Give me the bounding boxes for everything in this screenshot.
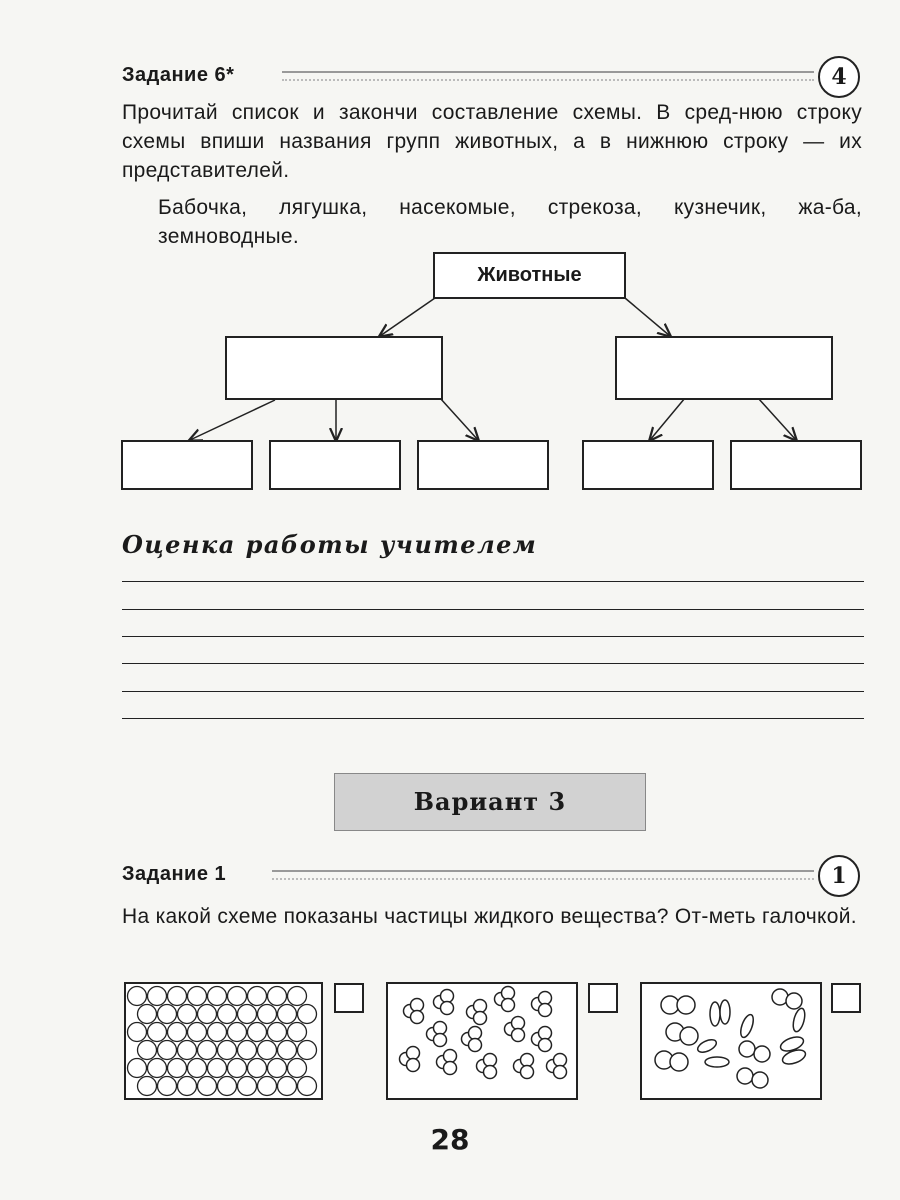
arrow-root-left	[380, 298, 435, 336]
solid-particle	[298, 1041, 317, 1060]
solid-particle	[218, 1005, 237, 1024]
solid-particle	[258, 1041, 277, 1060]
solid-particle	[128, 1059, 147, 1078]
solid-particle	[248, 1023, 267, 1042]
solid-particle	[178, 1041, 197, 1060]
solid-particle	[278, 1077, 297, 1096]
solid-particle	[128, 987, 147, 1006]
solid-particle	[198, 1077, 217, 1096]
solid-particle	[208, 1059, 227, 1078]
solid-particle	[288, 1059, 307, 1078]
solid-particle	[188, 1023, 207, 1042]
liquid-particle	[407, 1059, 420, 1072]
option-liquid-picture	[386, 982, 578, 1100]
option-solid-checkbox[interactable]	[334, 983, 364, 1013]
variant-banner	[334, 773, 646, 831]
solid-particle	[218, 1041, 237, 1060]
bottom-box-3[interactable]	[417, 440, 549, 490]
liquid-particle	[502, 987, 515, 1000]
arrow-left-3	[440, 398, 478, 440]
solid-particle	[148, 987, 167, 1006]
solid-particle	[268, 987, 287, 1006]
arrow-root-right	[625, 298, 670, 336]
liquid-particle	[539, 1027, 552, 1040]
liquid-particle	[484, 1054, 497, 1067]
solid-particle	[138, 1005, 157, 1024]
solid-particle	[238, 1005, 257, 1024]
solid-particle	[298, 1005, 317, 1024]
solid-particle	[228, 1059, 247, 1078]
task1-question: На какой схеме показаны частицы жидкого вещества? От-меть галочкой.	[122, 905, 857, 928]
solid-particle	[258, 1077, 277, 1096]
option-gas-picture	[640, 982, 822, 1100]
solid-particle	[168, 987, 187, 1006]
middle-box-right[interactable]	[615, 336, 833, 400]
liquid-particle	[502, 999, 515, 1012]
liquid-particle	[411, 1011, 424, 1024]
answer-line-5[interactable]	[122, 691, 864, 692]
scheme-root-box	[433, 252, 626, 299]
option-solid-picture	[124, 982, 323, 1100]
solid-particle	[198, 1041, 217, 1060]
arrow-right-2	[758, 398, 796, 440]
solid-particle	[178, 1077, 197, 1096]
solid-particle	[298, 1077, 317, 1096]
liquid-particle	[469, 1027, 482, 1040]
solid-particle	[288, 987, 307, 1006]
bottom-box-5[interactable]	[730, 440, 862, 490]
liquid-particle	[434, 1022, 447, 1035]
liquid-particle	[539, 1039, 552, 1052]
evaluation-heading: Оценка работы учителем	[122, 530, 538, 559]
liquid-particle	[539, 992, 552, 1005]
liquid-particle	[469, 1039, 482, 1052]
task6-word-list: Бабочка, лягушка, насекомые, стрекоза, кузнечик, жа-ба, земноводные.	[158, 196, 862, 248]
solid-particle	[188, 987, 207, 1006]
solid-particle	[248, 1059, 267, 1078]
arrow-left-1	[190, 400, 275, 440]
option-gas-checkbox[interactable]	[831, 983, 861, 1013]
solid-particle	[278, 1005, 297, 1024]
arrow-right-1	[650, 398, 685, 440]
solid-particle	[168, 1059, 187, 1078]
gas-particles	[642, 984, 820, 1098]
liquid-particle	[411, 999, 424, 1012]
answer-line-2[interactable]	[122, 609, 864, 610]
solid-particle	[198, 1005, 217, 1024]
liquid-particle	[512, 1029, 525, 1042]
task6-instruction: Прочитай список и закончи составление схемы. В сред-нюю строку схемы впиши названия групп животных, а в нижнюю строку — их представителей.	[122, 101, 862, 182]
liquid-particle	[444, 1050, 457, 1063]
answer-line-4[interactable]	[122, 663, 864, 664]
solid-particle	[158, 1041, 177, 1060]
task6-title: Задание 6*	[122, 64, 235, 86]
solid-particle	[238, 1041, 257, 1060]
liquid-particle	[539, 1004, 552, 1017]
solid-particle	[208, 987, 227, 1006]
solid-particle	[268, 1023, 287, 1042]
liquid-particle	[441, 990, 454, 1003]
variant-label: Вариант 3	[413, 787, 567, 816]
liquid-particle	[521, 1066, 534, 1079]
solid-particle	[158, 1005, 177, 1024]
answer-line-3[interactable]	[122, 636, 864, 637]
middle-box-left[interactable]	[225, 336, 443, 400]
liquid-particle	[441, 1002, 454, 1015]
solid-particle	[148, 1059, 167, 1078]
solid-particle	[238, 1077, 257, 1096]
task1-divider	[272, 870, 814, 880]
scheme-root-label: Животные	[477, 264, 582, 286]
bottom-box-1[interactable]	[121, 440, 253, 490]
page-number: 28	[430, 1123, 470, 1156]
liquid-particle	[554, 1054, 567, 1067]
solid-particle	[128, 1023, 147, 1042]
answer-line-6[interactable]	[122, 718, 864, 719]
task1-points-badge: 1	[818, 855, 860, 897]
solid-particle	[178, 1005, 197, 1024]
liquid-particle	[484, 1066, 497, 1079]
liquid-particle	[512, 1017, 525, 1030]
solid-particle	[158, 1077, 177, 1096]
liquid-particle	[434, 1034, 447, 1047]
liquid-particle	[521, 1054, 534, 1067]
liquid-particle	[474, 1000, 487, 1013]
task1-title: Задание 1	[122, 863, 227, 885]
liquid-particle	[474, 1012, 487, 1025]
liquid-particle	[554, 1066, 567, 1079]
solid-particle	[218, 1077, 237, 1096]
solid-particle	[188, 1059, 207, 1078]
solid-particle	[288, 1023, 307, 1042]
task6-points-badge: 4	[818, 56, 860, 98]
solid-particle	[208, 1023, 227, 1042]
solid-particle	[278, 1041, 297, 1060]
solid-particle	[258, 1005, 277, 1024]
liquid-particle	[444, 1062, 457, 1075]
solid-particle	[138, 1041, 157, 1060]
answer-line-1[interactable]	[122, 581, 864, 582]
solid-particle	[148, 1023, 167, 1042]
bottom-box-4[interactable]	[582, 440, 714, 490]
solid-particle	[228, 1023, 247, 1042]
solid-particle	[138, 1077, 157, 1096]
solid-particle	[268, 1059, 287, 1078]
solid-particle	[248, 987, 267, 1006]
solid-particle	[168, 1023, 187, 1042]
option-liquid-checkbox[interactable]	[588, 983, 618, 1013]
bottom-box-2[interactable]	[269, 440, 401, 490]
liquid-particles	[388, 984, 576, 1098]
solid-particle	[228, 987, 247, 1006]
liquid-particle	[407, 1047, 420, 1060]
